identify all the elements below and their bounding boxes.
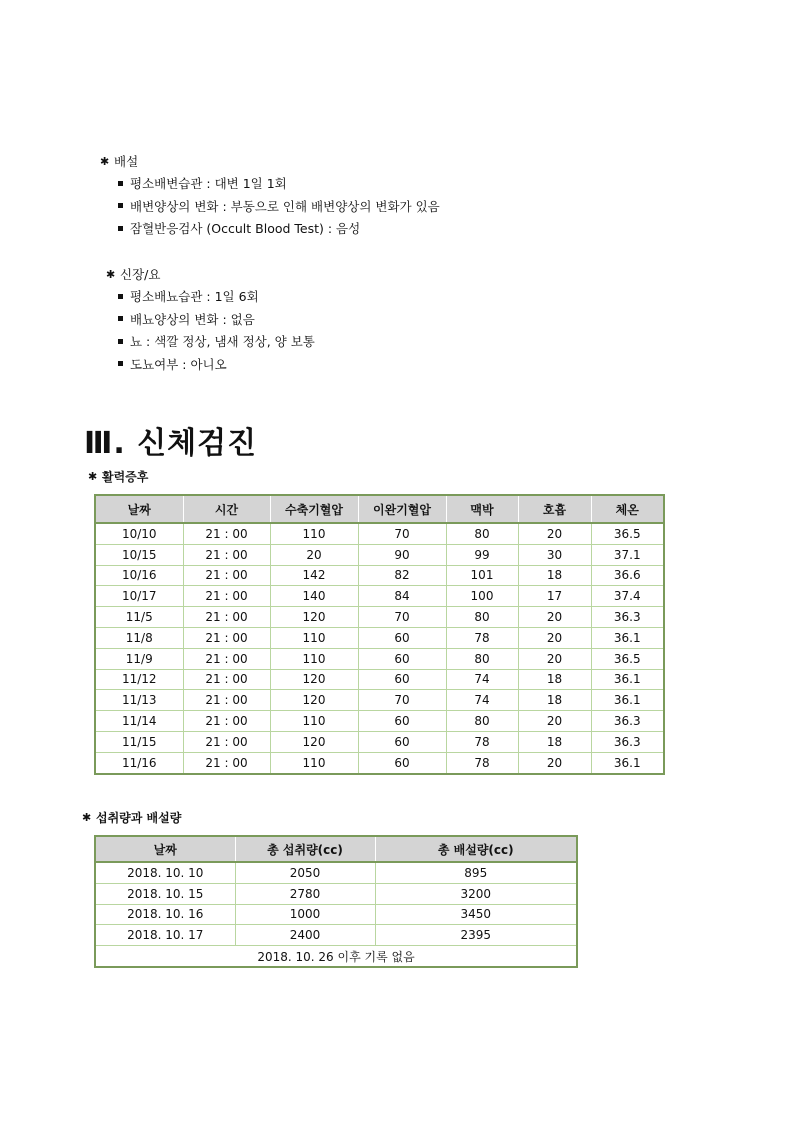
section-title: Ⅲ. 신체검진: [84, 426, 258, 461]
table-cell: 21 : 00: [183, 565, 270, 586]
table-cell: 80: [446, 711, 518, 732]
table-cell: 36.1: [591, 627, 664, 648]
vitals-table: [94, 494, 665, 775]
table-cell: 2018. 10. 17: [95, 925, 235, 946]
vitals-table-body: [95, 523, 664, 774]
table-cell: 80: [446, 648, 518, 669]
table-cell: 90: [358, 544, 446, 565]
table-cell: 18: [518, 565, 591, 586]
table-row: [95, 883, 577, 904]
table-cell: 36.1: [591, 669, 664, 690]
table-cell: 2018. 10. 10: [95, 862, 235, 883]
table-cell: 10/17: [95, 586, 183, 607]
table-cell: 11/14: [95, 711, 183, 732]
table-cell: 36.6: [591, 565, 664, 586]
table-cell: 20: [518, 607, 591, 628]
table-cell: 110: [270, 648, 358, 669]
column-header: 시간: [183, 495, 270, 523]
table-cell: 11/15: [95, 731, 183, 752]
table-cell: 60: [358, 648, 446, 669]
intake-output-label: ✱ 섭취량과 배설량: [82, 810, 182, 825]
table-cell: 21 : 00: [183, 752, 270, 773]
table-row: [95, 669, 664, 690]
table-cell: 11/12: [95, 669, 183, 690]
table-row: [95, 586, 664, 607]
table-row: [95, 862, 577, 883]
table-cell: 21 : 00: [183, 690, 270, 711]
column-header: 맥박: [446, 495, 518, 523]
table-row: [95, 690, 664, 711]
table-cell: 110: [270, 752, 358, 773]
table-row: [95, 544, 664, 565]
list-item: 배변양상의 변화 : 부동으로 인해 배변양상의 변화가 있음: [100, 195, 440, 218]
table-cell: 36.5: [591, 523, 664, 544]
table-cell: 2780: [235, 883, 375, 904]
table-cell: 21 : 00: [183, 586, 270, 607]
table-cell: 17: [518, 586, 591, 607]
table-cell: 20: [518, 648, 591, 669]
table-cell: 120: [270, 690, 358, 711]
table-cell: 60: [358, 752, 446, 773]
bullet-icon: [118, 226, 123, 231]
table-cell: 37.4: [591, 586, 664, 607]
table-cell: 80: [446, 607, 518, 628]
table-cell: 100: [446, 586, 518, 607]
table-cell: 99: [446, 544, 518, 565]
table-row: [95, 752, 664, 773]
table-cell: 110: [270, 627, 358, 648]
table-cell: 78: [446, 731, 518, 752]
table-cell: 74: [446, 690, 518, 711]
table-row: [95, 607, 664, 628]
column-header: 호흡: [518, 495, 591, 523]
table-cell: 895: [375, 862, 577, 883]
table-cell: 20: [518, 627, 591, 648]
table-cell: 60: [358, 731, 446, 752]
list-item: 배뇨양상의 변화 : 없음: [106, 308, 315, 331]
table-cell: 60: [358, 669, 446, 690]
asterisk-icon: ✱: [88, 469, 98, 483]
column-header: 날짜: [95, 836, 235, 862]
elimination-heading: [100, 150, 440, 172]
table-cell: 21 : 00: [183, 544, 270, 565]
table-cell: 110: [270, 711, 358, 732]
table-cell: 2395: [375, 925, 577, 946]
table-cell: 70: [358, 690, 446, 711]
intake-output-table: [94, 835, 578, 968]
table-row: [95, 731, 664, 752]
table-cell: 21 : 00: [183, 711, 270, 732]
table-cell: 1000: [235, 904, 375, 925]
table-cell: 110: [270, 523, 358, 544]
table-cell: 11/13: [95, 690, 183, 711]
column-header: 체온: [591, 495, 664, 523]
asterisk-icon: ✱: [100, 154, 110, 168]
column-header: 수축기혈압: [270, 495, 358, 523]
list-item: 도뇨여부 : 아니오: [106, 353, 315, 376]
table-cell: 37.1: [591, 544, 664, 565]
table-row: [95, 904, 577, 925]
table-cell: 21 : 00: [183, 669, 270, 690]
column-header: 날짜: [95, 495, 183, 523]
table-cell: 78: [446, 752, 518, 773]
table-row: [95, 925, 577, 946]
table-cell: 30: [518, 544, 591, 565]
table-header-row: [95, 836, 577, 862]
list-item: 평소배뇨습관 : 1일 6회: [106, 285, 315, 308]
table-cell: 80: [446, 523, 518, 544]
table-cell: 10/15: [95, 544, 183, 565]
table-cell: 70: [358, 607, 446, 628]
elimination-section: [100, 150, 440, 240]
bullet-icon: [118, 339, 123, 344]
urinary-title: 신장/요: [120, 267, 161, 282]
table-cell: 20: [518, 711, 591, 732]
table-cell: 60: [358, 627, 446, 648]
table-cell: 36.1: [591, 752, 664, 773]
table-cell: 120: [270, 731, 358, 752]
list-item: 뇨 : 색깔 정상, 냄새 정상, 양 보통: [106, 330, 315, 353]
table-cell: 36.3: [591, 731, 664, 752]
bullet-icon: [118, 294, 123, 299]
records-note: 2018. 10. 26 이후 기록 없음: [95, 946, 577, 967]
table-cell: 140: [270, 586, 358, 607]
table-row: [95, 627, 664, 648]
table-cell: 70: [358, 523, 446, 544]
table-header-row: [95, 495, 664, 523]
table-cell: 21 : 00: [183, 731, 270, 752]
asterisk-icon: ✱: [106, 267, 116, 281]
column-header: 총 배설량(cc): [375, 836, 577, 862]
table-cell: 20: [270, 544, 358, 565]
table-cell: 3200: [375, 883, 577, 904]
table-cell: 18: [518, 731, 591, 752]
table-cell: 2018. 10. 16: [95, 904, 235, 925]
table-cell: 3450: [375, 904, 577, 925]
list-item: 잠혈반응검사 (Occult Blood Test) : 음성: [100, 217, 440, 240]
table-cell: 2050: [235, 862, 375, 883]
table-cell: 18: [518, 690, 591, 711]
table-cell: 142: [270, 565, 358, 586]
table-cell: 36.5: [591, 648, 664, 669]
table-cell: 36.3: [591, 607, 664, 628]
table-cell: 2018. 10. 15: [95, 883, 235, 904]
vitals-label: ✱ 활력증후: [88, 469, 149, 484]
table-cell: 20: [518, 523, 591, 544]
table-cell: 2400: [235, 925, 375, 946]
table-cell: 84: [358, 586, 446, 607]
table-row: [95, 711, 664, 732]
table-cell: 11/16: [95, 752, 183, 773]
urinary-section: [106, 263, 315, 375]
bullet-icon: [118, 316, 123, 321]
table-row: [95, 648, 664, 669]
table-cell: 36.3: [591, 711, 664, 732]
table-cell: 36.1: [591, 690, 664, 711]
table-cell: 10/16: [95, 565, 183, 586]
table-cell: 60: [358, 711, 446, 732]
urinary-heading: [106, 263, 315, 285]
table-cell: 120: [270, 669, 358, 690]
column-header: 이완기혈압: [358, 495, 446, 523]
list-item: 평소배변습관 : 대변 1일 1회: [100, 172, 440, 195]
asterisk-icon: ✱: [82, 810, 92, 824]
table-cell: 11/5: [95, 607, 183, 628]
table-row: [95, 565, 664, 586]
table-cell: 78: [446, 627, 518, 648]
table-cell: 21 : 00: [183, 607, 270, 628]
bullet-icon: [118, 203, 123, 208]
bullet-icon: [118, 361, 123, 366]
table-row: [95, 946, 577, 967]
table-cell: 11/8: [95, 627, 183, 648]
table-cell: 18: [518, 669, 591, 690]
table-cell: 21 : 00: [183, 627, 270, 648]
table-cell: 10/10: [95, 523, 183, 544]
table-cell: 74: [446, 669, 518, 690]
intake-output-table-body: [95, 862, 577, 967]
table-cell: 21 : 00: [183, 648, 270, 669]
table-cell: 11/9: [95, 648, 183, 669]
table-cell: 101: [446, 565, 518, 586]
table-cell: 82: [358, 565, 446, 586]
column-header: 총 섭취량(cc): [235, 836, 375, 862]
table-row: [95, 523, 664, 544]
table-cell: 20: [518, 752, 591, 773]
bullet-icon: [118, 181, 123, 186]
elimination-title: 배설: [114, 154, 139, 169]
table-cell: 21 : 00: [183, 523, 270, 544]
table-cell: 120: [270, 607, 358, 628]
